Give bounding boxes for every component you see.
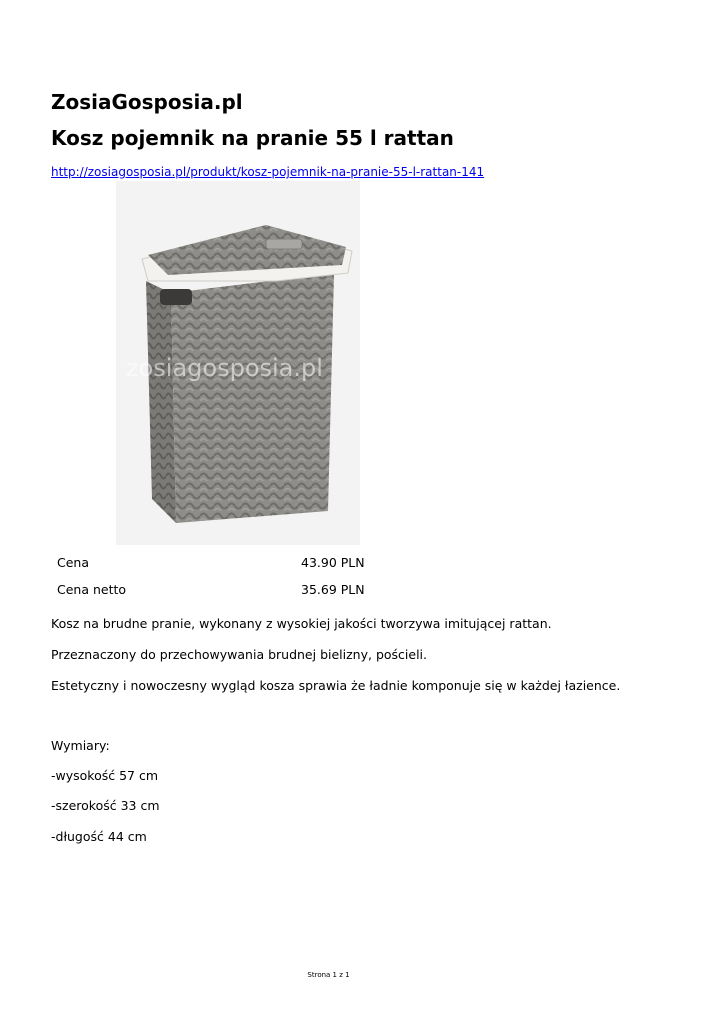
price-value: 43.90 PLN bbox=[301, 555, 365, 570]
price-net-label: Cena netto bbox=[57, 582, 127, 597]
dimension-height: -wysokość 57 cm bbox=[51, 768, 159, 783]
dimension-width: -szerokość 33 cm bbox=[51, 798, 160, 813]
product-photo bbox=[116, 181, 360, 545]
handle-icon bbox=[160, 289, 192, 305]
watermark: zosiagosposia.pl bbox=[126, 354, 323, 382]
product-title: Kosz pojemnik na pranie 55 l rattan bbox=[51, 126, 454, 150]
description-line: Estetyczny i nowoczesny wygląd kosza sprawia że ładnie komponuje się w każdej łazience. bbox=[51, 678, 621, 693]
site-title: ZosiaGosposia.pl bbox=[51, 90, 243, 114]
product-link[interactable]: http://zosiagosposia.pl/produkt/kosz-pojemnik-na-pranie-55-l-rattan-141 bbox=[51, 165, 485, 179]
dimension-length: -długość 44 cm bbox=[51, 829, 147, 844]
table-row bbox=[51, 549, 371, 576]
price-label: Cena bbox=[57, 555, 90, 570]
price-table bbox=[51, 549, 371, 603]
laundry-basket-image bbox=[116, 181, 360, 545]
table-row bbox=[51, 576, 371, 603]
description-line: Przeznaczony do przechowywania brudnej bielizny, pościeli. bbox=[51, 647, 427, 662]
description-line: Kosz na brudne pranie, wykonany z wysokiej jakości tworzywa imitującej rattan. bbox=[51, 616, 552, 631]
page-footer: Strona 1 z 1 bbox=[307, 971, 350, 979]
price-net-value: 35.69 PLN bbox=[301, 582, 365, 597]
dimensions-heading: Wymiary: bbox=[51, 738, 110, 753]
lid-handle-icon bbox=[266, 239, 302, 249]
